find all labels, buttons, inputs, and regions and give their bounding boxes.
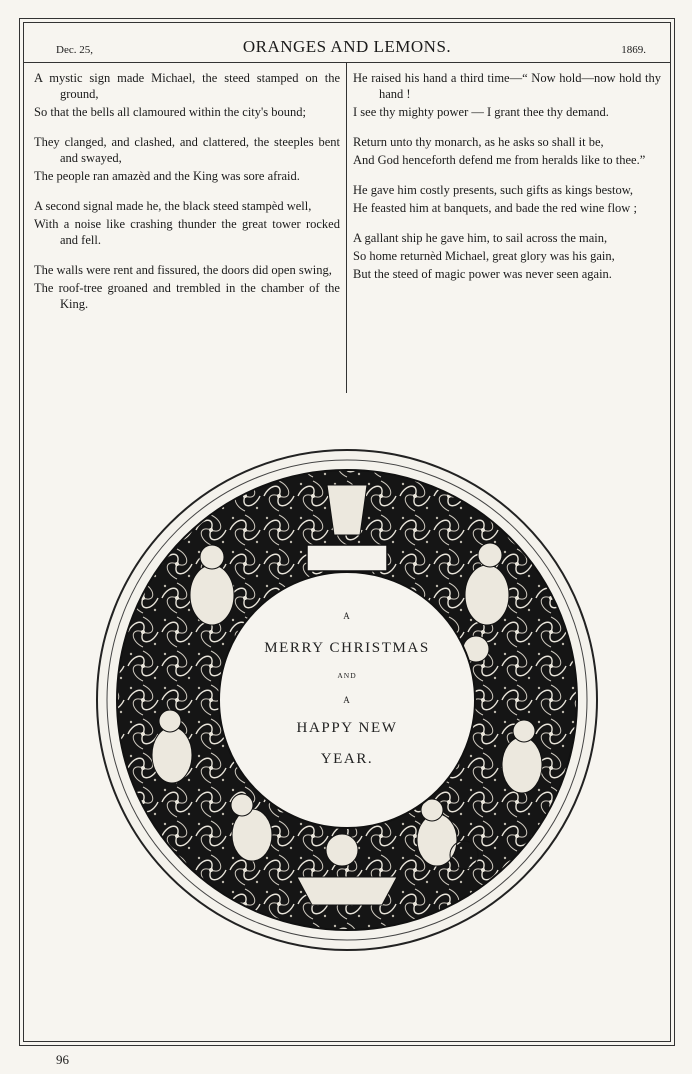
poem-line: With a noise like crashing thunder the great tower rocked and fell. xyxy=(34,217,340,247)
poem-line: The walls were rent and fissured, the doors did open swing, xyxy=(34,263,332,277)
poem-stanza xyxy=(34,262,340,312)
poem-stanza xyxy=(353,134,661,168)
greeting-a: A xyxy=(343,695,351,705)
poem-line: The roof-tree groaned and trembled in the chamber of the King. xyxy=(34,281,340,311)
poem-right-column xyxy=(353,70,661,296)
poem-stanza xyxy=(353,230,661,282)
poem-stanza xyxy=(34,198,340,248)
poem-line: I see thy mighty power — I grant thee thy demand. xyxy=(353,105,609,119)
page-number: 96 xyxy=(56,1052,69,1067)
poem-line: But the steed of magic power was never seen again. xyxy=(353,267,612,281)
poem-line: They clanged, and clashed, and clattered, the steeples bent and swayed, xyxy=(34,135,340,165)
column-divider xyxy=(346,63,347,393)
poem-line: So that the bells all clamoured within the city's bound; xyxy=(34,105,306,119)
greeting-merry-christmas: MERRY CHRISTMAS xyxy=(264,640,430,656)
christmas-plate-illustration xyxy=(92,445,602,955)
poem-line: He gave him costly presents, such gifts as kings bestow, xyxy=(353,183,634,197)
poem-stanza xyxy=(353,70,661,120)
poem-line: Return unto thy monarch, as he asks so shall it be, xyxy=(353,135,604,149)
poem-line: He feasted him at banquets, and bade the red wine flow ; xyxy=(353,201,637,215)
poem-line: A mystic sign made Michael, the steed stamped on the ground, xyxy=(34,71,340,101)
header-year: 1869. xyxy=(621,44,646,56)
poem-line: A gallant ship he gave him, to sail across the main, xyxy=(353,231,608,245)
running-header xyxy=(24,32,670,63)
greeting-year: YEAR. xyxy=(320,751,374,767)
poem-line: So home returnèd Michael, great glory was his gain, xyxy=(353,249,615,263)
poem-stanza xyxy=(34,134,340,184)
greeting-and: AND xyxy=(337,671,357,680)
poem-line: A second signal made he, the black steed stampèd well, xyxy=(34,199,312,213)
greeting-happy-new: HAPPY NEW xyxy=(296,720,398,736)
greeting-a: A xyxy=(343,611,351,621)
header-date: Dec. 25, xyxy=(56,44,93,56)
poem-stanza xyxy=(353,182,661,216)
poem-left-column xyxy=(34,70,340,326)
header-title: ORANGES AND LEMONS. xyxy=(242,37,452,56)
poem-stanza xyxy=(34,70,340,120)
poem-line: The people ran amazèd and the King was sore afraid. xyxy=(34,169,300,183)
poem-line: And God henceforth defend me from heralds like to thee.” xyxy=(353,153,646,167)
poem-line: He raised his hand a third time—“ Now hold—now hold thy hand ! xyxy=(353,71,661,101)
